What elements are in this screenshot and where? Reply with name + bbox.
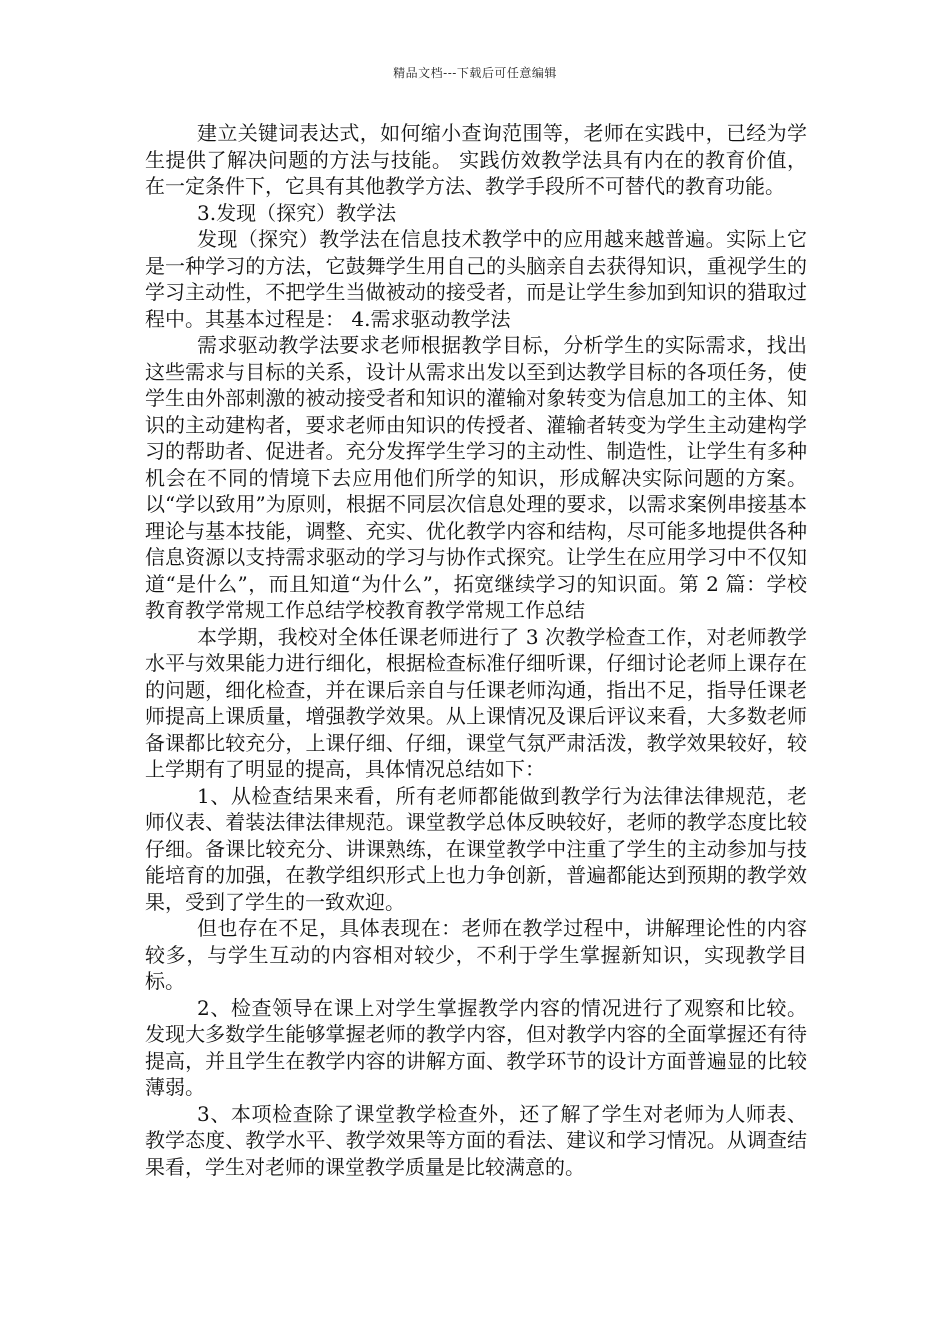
page-header: 精品文档---下载后可任意编辑 — [393, 66, 557, 80]
paragraph-1: 建立关键词表达式，如何缩小查询范围等，老师在实践中，已经为学生提供了解决问题的方法与技能。 实践仿效教学法具有内在的教育价值，在一定条件下，它具有其他教学方法、教学手段所不可替代的教育功能。 — [145, 121, 807, 198]
paragraph-8: 2、检查领导在课上对学生掌握教学内容的情况进行了观察和比较。发现大多数学生能够掌握老师的教学内容，但对教学内容的全面掌握还有待提高，并且学生在教学内容的讲解方面、教学环节的设计方面普遍显的比较薄弱。 — [145, 995, 807, 1099]
paragraph-3: 发现（探究）教学法在信息技术教学中的应用越来越普遍。实际上它是一种学习的方法，它鼓舞学生用自己的头脑亲自去获得知识，重视学生的学习主动性，不把学生当做被动的接受者，而是让学生参加到知识的猎取过程中。其基本过程是： 4.需求驱动教学法 — [145, 227, 807, 331]
paragraph-7: 但也存在不足，具体表现在：老师在教学过程中，讲解理论性的内容较多，与学生互动的内容相对较少，不利于学生掌握新知识，实现教学目标。 — [145, 916, 807, 993]
document-body — [145, 120, 807, 1180]
paragraph-5: 本学期，我校对全体任课老师进行了 3 次教学检查工作，对老师教学水平与效果能力进行细化，根据检查标准仔细听课，仔细讨论老师上课存在的问题，细化检查，并在课后亲自与任课老师沟通，指出不足，指导任课老师提高上课质量，增强教学效果。从上课情况及课后评议来看，大多数老师备课都比较充分，上课仔细、仔细，课堂气氛严肃活泼，教学效果较好，较上学期有了明显的提高，具体情况总结如下： — [145, 624, 807, 781]
paragraph-6: 1、从检查结果来看，所有老师都能做到教学行为法律法律规范，老师仪表、着装法律法律规范。课堂教学总体反映较好，老师的教学态度比较仔细。备课比较充分、讲课熟练，在课堂教学中注重了学生的主动参加与技能培育的加强，在教学组织形式上也力争创新，普遍都能达到预期的教学效果，受到了学生的一致欢迎。 — [145, 783, 807, 914]
paragraph-4: 需求驱动教学法要求老师根据教学目标，分析学生的实际需求，找出这些需求与目标的关系，设计从需求出发以至到达教学目标的各项任务，使学生由外部刺激的被动接受者和知识的灌输对象转变为信息加工的主体、知识的主动建构者，要求老师由知识的传授者、灌输者转变为学生主动建构学习的帮助者、促进者。充分发挥学生学习的主动性、制造性，让学生有多种机会在不同的情境下去应用他们所学的知识，形成解决实际问题的方案。以“学以致用”为原则，根据不同层次信息处理的要求，以需求案例串接基本理论与基本技能，调整、充实、优化教学内容和结构，尽可能多地提供各种信息资源以支持需求驱动的学习与协作式探究。让学生在应用学习中不仅知道“是什么”，而且知道“为什么”，拓宽继续学习的知识面。第 2 篇：学校教育教学常规工作总结学校教育教学常规工作总结 — [145, 333, 807, 622]
section-heading-discovery-method: 3.发现（探究）教学法 — [197, 200, 397, 225]
paragraph-9: 3、本项检查除了课堂教学检查外，还了解了学生对老师为人师表、教学态度、教学水平、教学效果等方面的看法、建议和学习情况。从调查结果看，学生对老师的课堂教学质量是比较满意的。 — [145, 1101, 807, 1179]
